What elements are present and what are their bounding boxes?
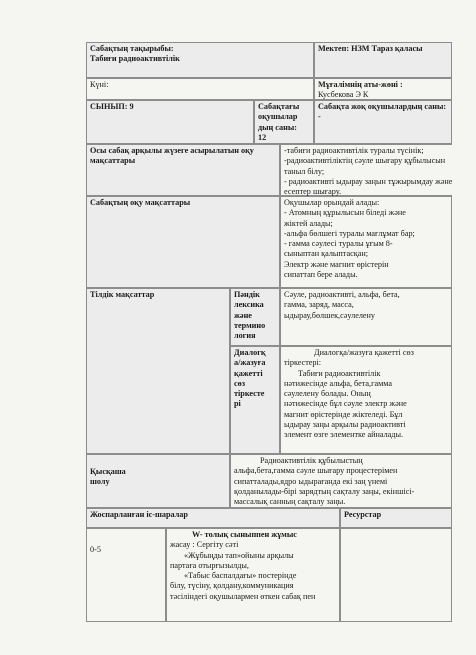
lesson-goals-items-cell — [280, 196, 452, 288]
vocab-value-line: ыдырау,бөлшек,сәулелену — [284, 310, 376, 320]
goals-item: -табиғи радиоактивтілік туралы түсінік; — [284, 146, 424, 155]
lesson-goals-item: - гамма сәулесі туралы ұғым 8- — [284, 239, 393, 249]
summary-line: қолданылады-бірі зарядтың сақталу заңы, екіншісі- — [234, 486, 415, 496]
teacher-cell — [314, 78, 452, 100]
topic-label: Сабақтың тақырыбы: — [90, 44, 174, 53]
goals-label: Осы сабақ арқылы жүзеге асырылатын оқу мақсаттары — [90, 146, 254, 166]
plan-activity-cell — [166, 528, 340, 622]
goals-item: есептер шығару. — [284, 187, 342, 197]
school-cell — [314, 42, 452, 78]
goals-label-cell — [86, 144, 280, 196]
summary-label-line: Қысқаша — [90, 467, 126, 476]
summary-text-cell — [230, 454, 452, 508]
plan-line: жасау : Сергіту сәті — [170, 540, 239, 550]
plan-line: «Жұбыңды тап»ойыны арқылы — [184, 550, 294, 560]
school-label: Мектеп: НЗМ Тараз қаласы — [318, 44, 423, 53]
dialog-label-line: сөз — [234, 378, 246, 388]
plan-line: білу, түсіну, қолдану,коммуникация — [170, 581, 294, 591]
summary-line: альфа,бета,гамма сәуле шығару процестерімен — [234, 466, 398, 476]
goals-items-cell — [280, 144, 452, 196]
present-label: Сабақтағы оқушылар дың саны: — [258, 102, 300, 132]
plan-resources-cell — [340, 528, 452, 622]
topic-cell — [86, 42, 314, 78]
dialog-line: нәтижесінде альфа, бета,гамма — [284, 378, 393, 388]
dialog-line: ыдырау заңы арқылы радиоактивті — [284, 420, 406, 430]
present-cell — [254, 100, 314, 144]
grade-cell — [86, 100, 254, 144]
vocab-label-line: логия — [234, 331, 256, 341]
dialog-label-line: тіркесте — [234, 389, 265, 399]
plan-line: «Табыс баспалдағы» постерінде — [184, 571, 297, 581]
lesson-goals-item: - Атомның құрылысын біледі және — [284, 208, 406, 218]
language-label: Тілдік мақсаттар — [90, 290, 155, 299]
dialog-label-line: қажетті — [234, 368, 263, 378]
dialog-label-line: Диалогқ — [234, 348, 266, 357]
dialog-line: нәтижесінде бұл сәуле электр және — [284, 399, 407, 409]
resources-header: Ресурстар — [344, 510, 382, 519]
lesson-goals-label-cell — [86, 196, 280, 288]
vocab-label-line: Пәндік — [234, 290, 260, 299]
vocab-label-cell — [230, 288, 280, 346]
plan-header: Жоспарланған іс-шаралар — [90, 510, 188, 519]
dialog-label-line: рі — [234, 399, 241, 409]
topic-value: Табиғи радиоактивтілік — [90, 54, 180, 64]
teacher-name: Кусбекова Э К — [318, 90, 369, 100]
dialog-line: Табиғи радиоактивтілік — [298, 368, 381, 378]
date-label: Күні: — [90, 80, 109, 89]
present-value: 12 — [258, 132, 267, 142]
plan-line: W- толық сыныппен жұмыс — [192, 530, 297, 539]
language-label-cell — [86, 288, 230, 454]
summary-label-line: шолу — [90, 477, 110, 487]
lesson-goals-label: Сабақтың оқу мақсаттары — [90, 198, 191, 207]
plan-header-cell — [86, 508, 340, 528]
summary-line: массалық санның сақталу заңы. — [234, 497, 346, 507]
dialog-line: тіркестері: — [284, 358, 322, 368]
dialog-line: элемент өзге элементке айналады. — [284, 430, 404, 440]
absent-cell — [314, 100, 452, 144]
summary-label-cell — [86, 454, 230, 508]
summary-line: Радиоактивтілік құбылыстың — [260, 456, 363, 465]
dialog-line: Диалогқа/жазуға қажетті сөз — [314, 348, 414, 357]
goals-item: -радиоактивтіліктің сәуле шығару құбылысын — [284, 156, 446, 166]
lesson-goals-item: Электр және магнит өрістерін — [284, 259, 389, 269]
summary-line: сипатталады,ядро ыдырағанда екі заң үнемі — [234, 476, 388, 486]
resources-header-cell — [340, 508, 452, 528]
vocab-label-line: және — [234, 310, 252, 320]
absent-label: Сабақта жоқ оқушылардың саны: - — [318, 102, 447, 122]
date-cell — [86, 78, 314, 100]
dialog-value-cell — [280, 346, 452, 454]
plan-line: партаға отырғызылды, — [170, 560, 249, 570]
lesson-goals-item: Оқушылар орындай алады: — [284, 198, 380, 207]
lesson-goals-item: -альфа бөлшегі туралы мағлұмат бар; — [284, 228, 415, 238]
plan-time-cell — [86, 528, 166, 622]
vocab-value-line: гамма, заряд, масса, — [284, 300, 354, 310]
dialog-line: магнит өрістерінде жіктеледі. Бұл — [284, 409, 403, 419]
lesson-goals-item: сыныптан қалыптасқан; — [284, 249, 369, 259]
goals-item: таныл білу; — [284, 166, 325, 176]
lesson-goals-item: жіктей алады; — [284, 218, 333, 228]
teacher-label: Мұғалімнің аты-жөні : — [318, 80, 403, 89]
dialog-label-line: а/жазуға — [234, 358, 266, 368]
plan-line: тәсіліндегі оқушылармен өткен сабақ пен — [170, 591, 316, 601]
grade-label: СЫНЫП: 9 — [90, 102, 134, 111]
lesson-goals-item: сипаттап бере алады. — [284, 270, 358, 280]
vocab-value-cell — [280, 288, 452, 346]
plan-time: 0-5 — [90, 545, 101, 554]
dialog-label-cell — [230, 346, 280, 454]
vocab-value-line: Сәуле, радиоактивті, альфа, бета, — [284, 290, 400, 299]
dialog-line: сәулелену болады. Оның — [284, 389, 371, 399]
goals-item: - радиоактивті ыдырау заңын тұжырымдау және — [284, 176, 453, 186]
vocab-label-line: лексика — [234, 300, 264, 310]
vocab-label-line: термино — [234, 320, 266, 330]
